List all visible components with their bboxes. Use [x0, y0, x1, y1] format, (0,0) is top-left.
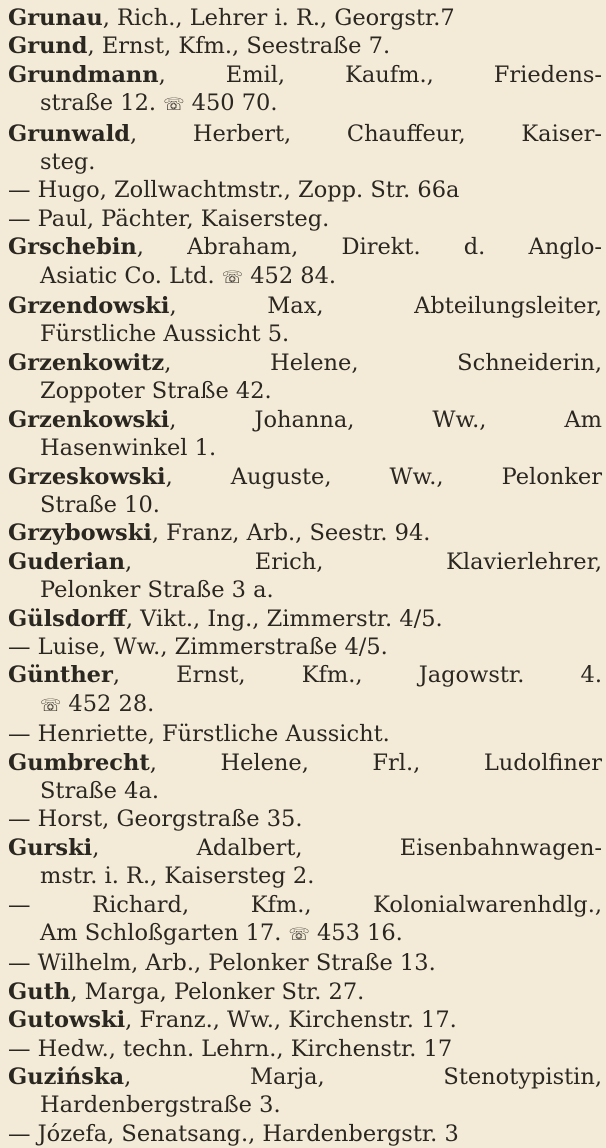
entry-text: Straße 4a. [40, 777, 160, 804]
entry-line [8, 4, 602, 32]
entry-line [8, 61, 602, 89]
entry-line [8, 1120, 602, 1148]
surname: Grzendowski [8, 293, 170, 320]
entry-line [8, 1035, 602, 1063]
entry-text: Fürstliche Aussicht 5. [40, 321, 290, 348]
entry-line [8, 720, 602, 748]
entry-text: — Henriette, Fürstliche Aussicht. [8, 721, 390, 748]
entry-line [8, 1006, 602, 1034]
entry-text: Pelonker Straße 3 a. [40, 577, 274, 604]
entry-continuation-line [8, 491, 602, 519]
telephone-icon: ☏ [40, 695, 62, 716]
surname: Gutowski [8, 1007, 126, 1034]
directory-entry [8, 720, 602, 748]
entry-text: — Józefa, Senatsang., Hardenbergstr. 3 [8, 1120, 459, 1147]
entry-text: , Abraham, Direkt. d. Anglo- [136, 234, 602, 261]
directory-entry [8, 1063, 602, 1120]
entry-continuation-line [8, 89, 602, 119]
directory-entry [8, 633, 602, 661]
entry-text: Hasenwinkel 1. [40, 435, 217, 462]
entry-continuation-line [8, 262, 602, 292]
directory-entry [8, 661, 602, 720]
entry-line [8, 349, 602, 377]
entry-line [8, 978, 602, 1006]
entry-continuation-line [8, 148, 602, 176]
directory-entry [8, 176, 602, 204]
entry-line [8, 891, 602, 919]
entry-line [8, 548, 602, 576]
phone-number: 452 84. [250, 262, 337, 289]
entry-text: , Ernst, Kfm., Seestraße 7. [87, 33, 391, 60]
directory-entry [8, 120, 602, 177]
directory-entry [8, 978, 602, 1006]
entry-continuation-line [8, 576, 602, 604]
phone-number: 452 28. [68, 690, 155, 717]
entry-continuation-line [8, 434, 602, 462]
phone-number: 450 70. [191, 90, 278, 117]
entry-text: , Erich, Klavierlehrer, [124, 548, 602, 575]
surname: Gumbrecht [8, 749, 150, 776]
entry-text: — Horst, Georgstraße 35. [8, 806, 303, 833]
surname: Grzybowski [8, 520, 152, 547]
entry-text: , Adalbert, Eisenbahnwagen- [92, 834, 602, 861]
entry-line [8, 633, 602, 661]
entry-line [8, 661, 602, 689]
entry-line [8, 463, 602, 491]
surname: Grund [8, 33, 88, 60]
directory-entry [8, 32, 602, 60]
directory-entry [8, 463, 602, 520]
directory-entry [8, 4, 602, 32]
entry-line [8, 605, 602, 633]
surname: Grzeskowski [8, 463, 166, 490]
directory-entry [8, 1120, 602, 1148]
entry-line [8, 233, 602, 261]
entry-text: — Luise, Ww., Zimmerstraße 4/5. [8, 633, 388, 660]
entry-continuation-line [8, 320, 602, 348]
directory-entry [8, 61, 602, 120]
surname: Grunwald [8, 120, 131, 147]
entry-continuation-line [8, 862, 602, 890]
telephone-icon: ☏ [288, 925, 310, 945]
entry-line [8, 292, 602, 320]
entry-text: , Helene, Frl., Ludolfiner [149, 749, 602, 776]
surname: Grunau [8, 5, 103, 31]
entry-text: , Max, Abteilungsleiter, [169, 293, 602, 320]
entry-text: Asiatic Co. Ltd. [40, 262, 215, 289]
entry-text: , Marja, Stenotypistin, [124, 1064, 602, 1091]
surname: Guderian [8, 548, 125, 575]
directory-entry [8, 891, 602, 950]
entry-line [8, 176, 602, 204]
entry-text: steg. [40, 149, 96, 176]
entry-text: , Vikt., Ing., Zimmerstr. 4/5. [125, 605, 443, 632]
entry-text: , Ernst, Kfm., Jagowstr. 4. [112, 662, 602, 689]
directory-entry [8, 548, 602, 605]
entry-text: — Hugo, Zollwachtmstr., Zopp. Str. 66a [8, 177, 460, 204]
entry-continuation-line [8, 377, 602, 405]
entry-text: , Marga, Pelonker Str. 27. [70, 978, 365, 1005]
directory-entry [8, 349, 602, 406]
directory-entry [8, 749, 602, 806]
entry-line [8, 205, 602, 233]
entry-line [8, 32, 602, 60]
entry-text: — Hedw., techn. Lehrn., Kirchenstr. 17 [8, 1035, 453, 1062]
directory-entry [8, 805, 602, 833]
entry-line [8, 120, 602, 148]
directory-entry [8, 605, 602, 633]
entry-text: Zoppoter Straße 42. [40, 378, 272, 405]
entry-line [8, 805, 602, 833]
entry-text: , Emil, Kaufm., Friedens- [158, 61, 602, 88]
entry-text: , Franz., Ww., Kirchenstr. 17. [125, 1007, 457, 1034]
directory-entry [8, 292, 602, 349]
entry-text: — Richard, Kfm., Kolonialwarenhdlg., [8, 891, 602, 918]
entry-line [8, 949, 602, 977]
entry-continuation-line [8, 1091, 602, 1119]
entry-text: , Helene, Schneiderin, [164, 349, 602, 376]
telephone-icon: ☏ [163, 95, 185, 116]
surname: Guth [8, 978, 71, 1005]
telephone-icon: ☏ [221, 267, 244, 288]
entry-text: straße 12. [40, 90, 157, 117]
surname: Grschebin [8, 234, 137, 261]
entry-text: , Johanna, Ww., Am [169, 406, 602, 433]
entry-continuation-line [8, 777, 602, 805]
entry-line [8, 834, 602, 862]
entry-text: — Wilhelm, Arb., Pelonker Straße 13. [8, 950, 436, 977]
surname: Gülsdorff [8, 605, 126, 632]
entry-line [8, 749, 602, 777]
entry-text: , Auguste, Ww., Pelonker [165, 463, 602, 490]
directory-entry [8, 1006, 602, 1034]
entry-text: mstr. i. R., Kaisersteg 2. [40, 863, 315, 890]
directory-entry [8, 949, 602, 977]
surname: Grundmann [8, 61, 159, 88]
entry-line [8, 406, 602, 434]
surname: Gurski [8, 834, 93, 861]
entry-text: Am Schloßgarten 17. [40, 920, 282, 946]
directory-entry [8, 1035, 602, 1063]
directory-entry [8, 233, 602, 292]
entry-text: , Franz, Arb., Seestr. 94. [151, 520, 431, 547]
phone-number: 453 16. [316, 920, 403, 946]
surname: Guzińska [8, 1064, 125, 1091]
entry-text: Hardenbergstraße 3. [40, 1092, 281, 1119]
entry-line [8, 519, 602, 547]
entry-continuation-line [8, 690, 602, 720]
entry-text: , Herbert, Chauffeur, Kaiser- [130, 120, 602, 147]
entry-line [8, 1063, 602, 1091]
surname: Günther [8, 662, 113, 689]
entry-text: , Rich., Lehrer i. R., Georgstr.7 [102, 5, 455, 31]
entry-continuation-line [8, 919, 602, 949]
directory-entry [8, 205, 602, 233]
entry-text: Straße 10. [40, 491, 160, 518]
surname: Grzenkowski [8, 406, 170, 433]
directory-entry [8, 834, 602, 891]
entry-text: — Paul, Pächter, Kaisersteg. [8, 205, 330, 232]
surname: Grzenkowitz [8, 349, 165, 376]
directory-entry [8, 406, 602, 463]
directory-entry [8, 519, 602, 547]
